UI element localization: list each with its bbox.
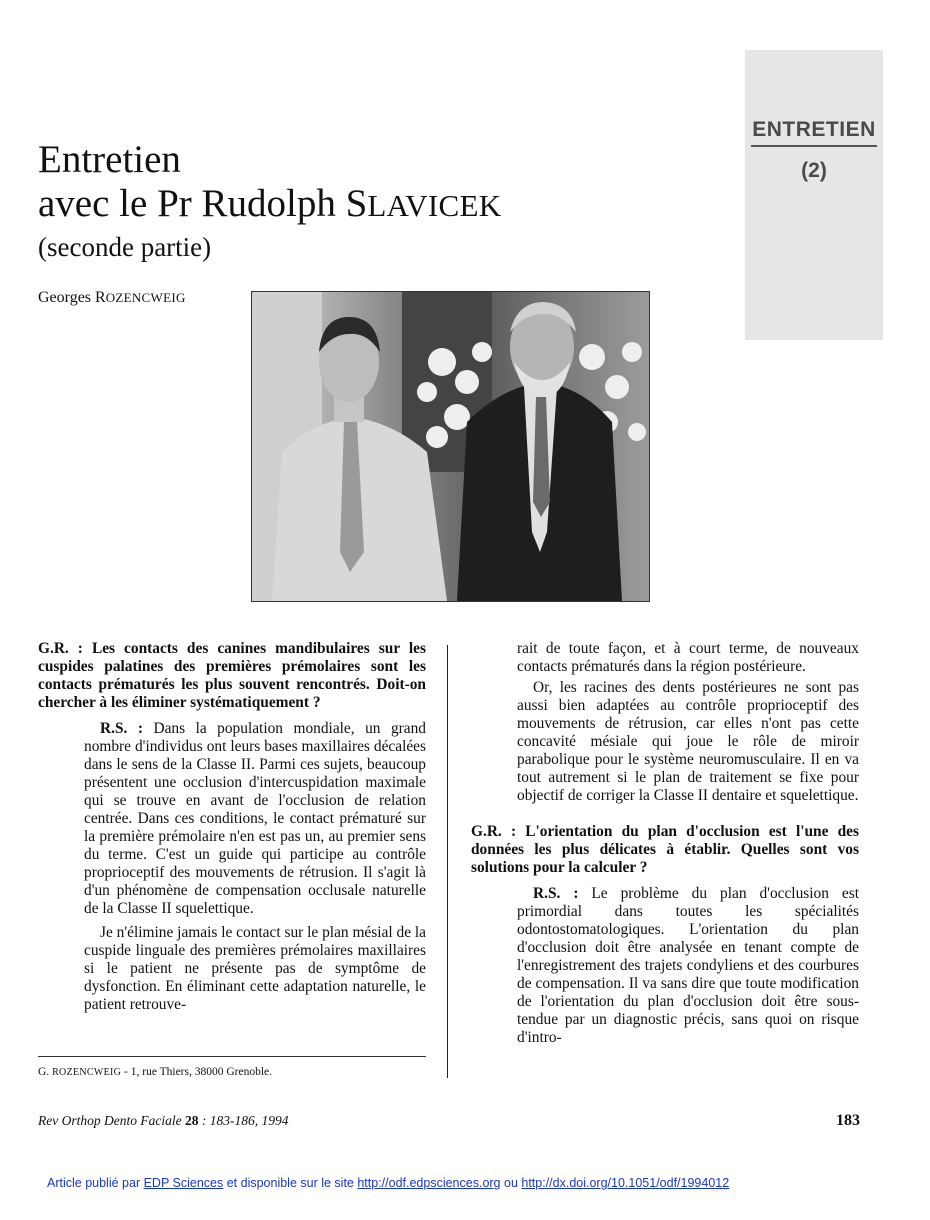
publisher-notice: [47, 1176, 729, 1190]
photo-illustration: [252, 292, 649, 601]
footnote-initial: G.: [38, 1066, 53, 1078]
question-2: G.R. : L'orientation du plan d'occlusion est l'une des données les plus délicates à établir. Quelles sont vos solutions pour la calculer ?: [471, 823, 859, 876]
edp-sciences-link[interactable]: EDP Sciences: [143, 1176, 224, 1190]
title-name-rest: LAVICEK: [367, 188, 502, 223]
journal-name: Rev Orthop Dento Faciale: [38, 1113, 185, 1128]
continuation-paragraph-2: Or, les racines des dents postérieures ne sont pas aussi bien adaptées au contrôle proprioceptif des mouvements de rétrusion, car elles n'ont pas cette concavité mésiale qui joue le rôle de miroir parabolique pour le système neuromusculaire. Il en va tout autrement si le plan de traitement se fixe pour objectif de corriger la Classe II dentaire et squelettique.: [517, 679, 859, 804]
answer-1-lead: R.S. :: [100, 720, 143, 737]
title-line-1: Entretien: [38, 138, 181, 181]
answer-2-lead: R.S. :: [533, 885, 579, 902]
left-column: [38, 640, 426, 1014]
answer-1: [38, 720, 426, 1014]
answer-2-paragraph-1: [517, 885, 859, 1047]
author-name: [38, 289, 186, 307]
doi-link[interactable]: http://dx.doi.org/10.1051/odf/1994012: [521, 1176, 730, 1190]
answer-2-text: Le problème du plan d'occlusion est primordial dans toutes les spécialités odontostomatologiques. L'orientation du plan d'occlusion doit être analysée en tenant compte de l'enregistrement des trajets condyliens et des courbures de compensation. Il va sans dire que toute modification de l'orientation du plan d'occlusion doit être sous-tendue par un diagnostic précis, sans quoi on risque d'intro-: [517, 885, 859, 1046]
notice-prefix: Article publié par: [47, 1176, 144, 1190]
column-divider: [447, 645, 448, 1078]
question-1: G.R. : Les contacts des canines mandibulaires sur les cuspides palatines des premières prémolaires sont les contacts prématurés les plus souvent rencontrés. Doit-on chercher à les éliminer systématiquement ?: [38, 640, 426, 711]
footnote-address: - 1, rue Thiers, 38000 Grenoble.: [121, 1066, 273, 1078]
section-tag-label: ENTRETIEN: [752, 118, 876, 141]
section-tag-number: (2): [801, 159, 827, 182]
journal-site-link[interactable]: http://odf.edpsciences.org: [357, 1176, 501, 1190]
answer-1-paragraph-1: [84, 720, 426, 918]
author-last-rest: OZENCWEIG: [105, 290, 186, 305]
journal-pages: : 183-186, 1994: [198, 1113, 289, 1128]
author-first: Georges: [38, 289, 96, 306]
title-name-initial: S: [345, 182, 368, 225]
answer-2: [471, 885, 859, 1047]
footnote-rule: [38, 1056, 426, 1057]
interview-photo: [251, 291, 650, 602]
section-tag: [745, 50, 883, 340]
author-last-initial: R: [95, 289, 106, 306]
continuation-paragraph-1: rait de toute façon, et à court terme, de nouveaux contacts prématurés dans la région postérieure.: [517, 640, 859, 675]
section-tag-rule: [751, 145, 877, 147]
notice-middle: et disponible sur le site: [223, 1176, 358, 1190]
answer-1-text: Dans la population mondiale, un grand nombre d'individus ont leurs bases maxillaires décalées dans le sens de la Classe II. Parmi ces sujets, beaucoup présentent une occlusion d'intercuspidation maximale qui se trouve en avant de l'occlusion de relation centrée. Dans ces conditions, le contact prématuré sur la première prémolaire n'en est pas un, au premier sens du terme. C'est un guide qui participe au contrôle proprioceptif des mouvements de rétrusion. Il s'agit là d'un phénomène de compensation occlusale naturelle de la Classe II squelettique.: [84, 720, 426, 917]
page-number: 183: [836, 1112, 860, 1129]
title-line-2-prefix: avec le Pr Rudolph: [38, 182, 346, 225]
journal-citation: [38, 1113, 288, 1129]
article-subtitle: (seconde partie): [38, 232, 212, 262]
right-column: [471, 640, 859, 1047]
article-title: [38, 138, 501, 228]
answer-1-continuation: [471, 640, 859, 805]
footnote: [38, 1066, 272, 1078]
answer-1-paragraph-2: Je n'élimine jamais le contact sur le plan mésial de la cuspide linguale des premières prémolaires maxillaires si le patient ne présente pas de symptôme de dysfonction. En éliminant cette adaptation naturelle, le patient retrouve-: [84, 924, 426, 1013]
notice-connector: ou: [500, 1176, 522, 1190]
journal-volume: 28: [184, 1113, 199, 1128]
footnote-name: ROZENCWEIG: [52, 1067, 122, 1078]
